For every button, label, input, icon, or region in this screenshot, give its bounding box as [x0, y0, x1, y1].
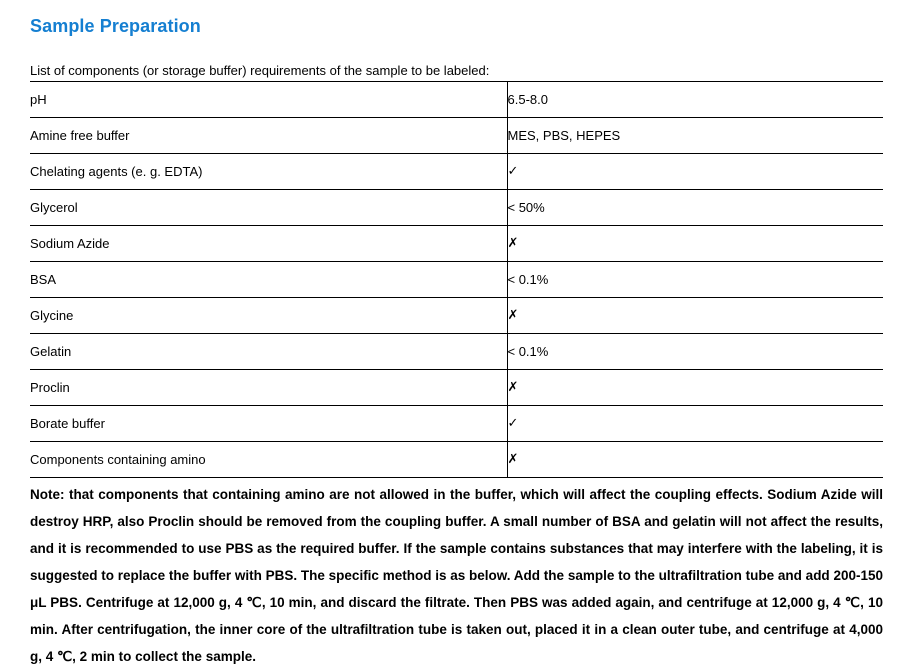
table-row	[30, 81, 883, 117]
component-label: Chelating agents (e. g. EDTA)	[30, 153, 507, 189]
component-requirement-value: ✓	[507, 405, 883, 441]
component-requirement-value: MES, PBS, HEPES	[507, 117, 883, 153]
component-label: Components containing amino	[30, 441, 507, 477]
table-row	[30, 153, 883, 189]
component-label: Glycerol	[30, 189, 507, 225]
table-intro-text: List of components (or storage buffer) requirements of the sample to be labeled:	[30, 62, 490, 78]
component-requirement-value: 6.5-8.0	[507, 81, 883, 117]
table-row	[30, 189, 883, 225]
table-row	[30, 441, 883, 477]
table-row	[30, 225, 883, 261]
component-requirement-value: ✗	[507, 369, 883, 405]
component-requirement-value: ✓	[507, 153, 883, 189]
components-requirements-table	[30, 81, 883, 478]
component-label: Gelatin	[30, 333, 507, 369]
component-label: BSA	[30, 261, 507, 297]
component-label: Proclin	[30, 369, 507, 405]
component-requirement-value: < 0.1%	[507, 261, 883, 297]
component-requirement-value: < 50%	[507, 189, 883, 225]
component-label: Amine free buffer	[30, 117, 507, 153]
document-page	[0, 16, 898, 665]
page-title: Sample Preparation	[30, 16, 201, 36]
component-label: Borate buffer	[30, 405, 507, 441]
table-row	[30, 117, 883, 153]
table-row	[30, 297, 883, 333]
component-requirement-value: < 0.1%	[507, 333, 883, 369]
component-requirement-value: ✗	[507, 297, 883, 333]
table-row	[30, 405, 883, 441]
component-label: pH	[30, 81, 507, 117]
component-label: Glycine	[30, 297, 507, 333]
component-requirement-value: ✗	[507, 441, 883, 477]
note-paragraph: Note: that components that containing amino are not allowed in the buffer, which will affect the coupling effects. Sodium Azide will destroy HRP, also Proclin should be removed from the coupling buffer. A small number of BSA and gelatin will not affect the results, and it is recommended to use PBS as the required buffer. If the sample contains substances that may interfere with the labeling, it is suggested to replace the buffer with PBS. The specific method is as below. Add the sample to the ultrafiltration tube and add 200-150 μL PBS. Centrifuge at 12,000 g, 4 ℃, 10 min, and discard the filtrate. Then PBS was added again, and centrifuge at 12,000 g, 4 ℃, 10 min. After centrifugation, the inner core of the ultrafiltration tube is taken out, placed it in a clean outer tube, and centrifuge at 4,000 g, 4 ℃, 2 min to collect the sample.	[30, 486, 883, 664]
table-row	[30, 333, 883, 369]
table-row	[30, 369, 883, 405]
table-row	[30, 261, 883, 297]
components-table-body	[30, 81, 883, 477]
component-requirement-value: ✗	[507, 225, 883, 261]
component-label: Sodium Azide	[30, 225, 507, 261]
